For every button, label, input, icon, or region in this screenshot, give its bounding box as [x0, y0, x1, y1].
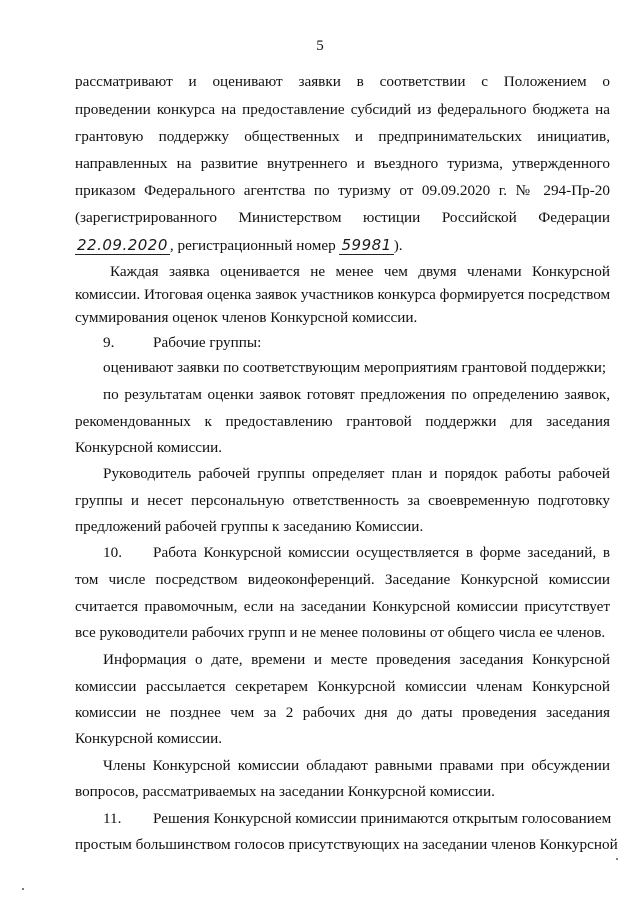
- text-line: суммирования оценок членов Конкурсной комиссии.: [75, 309, 418, 326]
- text-line: (зарегистрированного Министерством юстиции Российской Федерации: [75, 209, 610, 226]
- text-line: считается правомочным, если на заседании Конкурсной комиссии присутствует: [75, 598, 610, 615]
- item-text: Решения Конкурсной комиссии принимаются открытым голосованием: [153, 810, 612, 827]
- scan-artifact: [22, 888, 24, 890]
- text-line: направленных на развитие внутреннего и въездного туризма, утвержденного: [75, 155, 610, 172]
- text-line: рекомендованных к предоставлению грантовой поддержки для заседания: [75, 413, 610, 430]
- text-line: приказом Федерального агентства по туризму от 09.09.2020 г. № 294-Пр-20: [75, 182, 610, 199]
- text-line: по результатам оценки заявок готовят предложения по определению заявок,: [103, 386, 610, 403]
- text-line: комиссии. Итоговая оценка заявок участников конкурса формируется посредством: [75, 286, 611, 303]
- item-text: Работа Конкурсной комиссии осуществляется в форме заседаний, в: [153, 544, 610, 561]
- item-title: Рабочие группы:: [153, 334, 262, 351]
- text-line: группы и несет персональную ответственность за своевременную подготовку: [75, 492, 610, 509]
- handwritten-date: 22.09.2020: [77, 236, 168, 254]
- text-line: грантовую поддержку общественных и предпринимательских инициатив,: [75, 128, 610, 145]
- page-number: 5: [316, 38, 324, 54]
- registration-end: ).: [393, 237, 403, 254]
- text-line: вопросов, рассматриваемых на заседании Конкурсной комиссии.: [75, 783, 495, 800]
- item-10-first-line: [103, 543, 610, 563]
- text-line: комиссии рассылается секретарем Конкурсной комиссии членам Конкурсной: [75, 678, 610, 695]
- item-number: 10.: [103, 544, 122, 561]
- text-line: Конкурсной комиссии.: [75, 730, 223, 747]
- text-line: все руководители рабочих групп и не менее половины от общего числа ее членов.: [75, 624, 606, 641]
- item-11-first-line: [103, 809, 610, 829]
- text-line: простым большинством голосов присутствующих на заседании членов Конкурсной: [75, 836, 618, 853]
- text-line: рассматривают и оценивают заявки в соответствии с Положением о: [75, 73, 610, 90]
- handwritten-number: 59981: [341, 236, 392, 254]
- text-line: проведении конкурса на предоставление субсидий из федерального бюджета на: [75, 101, 610, 118]
- text-line: том числе посредством видеоконференций. Заседание Конкурсной комиссии: [75, 571, 610, 588]
- scan-artifact: [616, 858, 618, 860]
- registration-text: , регистрационный номер: [169, 237, 340, 254]
- text-line: предложений рабочей группы к заседанию Комиссии.: [75, 518, 424, 535]
- text-line: Информация о дате, времени и месте проведения заседания Конкурсной: [103, 651, 610, 668]
- text-line: Каждая заявка оценивается не менее чем двумя членами Конкурсной: [110, 263, 610, 280]
- registration-line: [75, 235, 610, 256]
- item-9-heading: [103, 333, 610, 353]
- text-line: оценивают заявки по соответствующим мероприятиям грантовой поддержки;: [103, 359, 607, 376]
- text-line: Члены Конкурсной комиссии обладают равными правами при обсуждении: [103, 757, 610, 774]
- text-line: Конкурсной комиссии.: [75, 439, 223, 456]
- item-number: 9.: [103, 334, 115, 351]
- text-line: Руководитель рабочей группы определяет план и порядок работы рабочей: [103, 465, 610, 482]
- item-number: 11.: [103, 810, 122, 827]
- text-line: комиссии не позднее чем за 2 рабочих дня до даты проведения заседания: [75, 704, 610, 721]
